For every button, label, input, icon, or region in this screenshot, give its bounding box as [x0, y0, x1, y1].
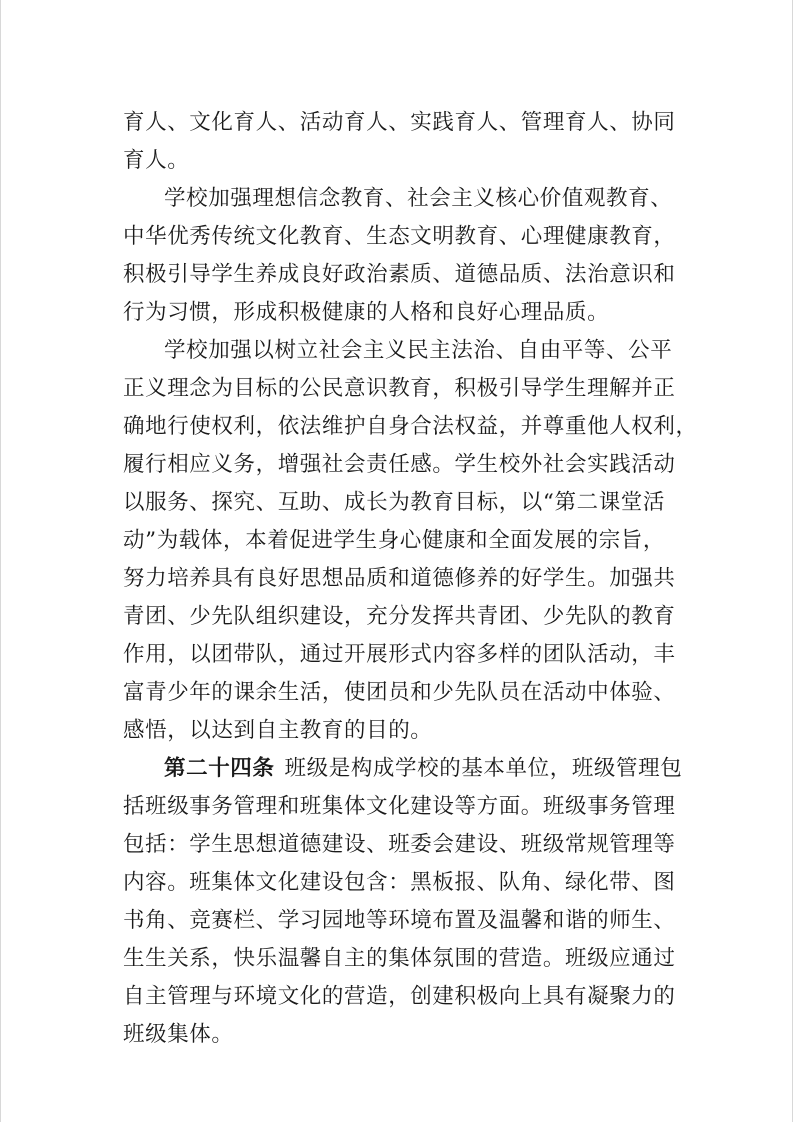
text-line: 班级集体。	[123, 1022, 234, 1047]
text-line: 学校加强理想信念教育、社会主义核心价值观教育、	[164, 186, 673, 211]
text-line: 正义理念为目标的公民意识教育，积极引导学生理解并正	[123, 376, 676, 401]
text-line: 书角、竞赛栏、学习园地等环境布置及温馨和谐的师生、	[123, 908, 676, 933]
text-line: 自主管理与环境文化的营造，创建积极向上具有凝聚力的	[123, 984, 676, 1009]
text-line	[123, 750, 683, 788]
article-label: 第二十四条	[164, 756, 275, 781]
text-line: 感悟，以达到自主教育的目的。	[123, 718, 433, 743]
text-line: 动”为载体，本着促进学生身心健康和全面发展的宗旨，	[123, 528, 665, 553]
text-line: 包括：学生思想道德建设、班委会建设、班级常规管理等	[123, 832, 676, 857]
document-body	[123, 104, 698, 1054]
paragraph-article-24	[123, 750, 683, 1054]
text-line: 确地行使权利，依法维护自身合法权益，并尊重他人权利，	[123, 414, 698, 439]
text-line: 履行相应义务，增强社会责任感。学生校外社会实践活动	[123, 452, 676, 477]
text-line: 学校加强以树立社会主义民主法治、自由平等、公平	[164, 338, 673, 363]
paragraph-2	[123, 180, 676, 332]
text-line: 中华优秀传统文化教育、生态文明教育、心理健康教育，	[123, 224, 676, 249]
article-text: 班级是构成学校的基本单位，班级管理包	[284, 756, 683, 781]
text-line: 行为习惯，形成积极健康的人格和良好心理品质。	[123, 300, 610, 325]
text-line: 生生关系，快乐温馨自主的集体氛围的营造。班级应通过	[123, 946, 676, 971]
text-line: 努力培养具有良好思想品质和道德修养的好学生。加强共	[123, 566, 676, 591]
text-line: 育人、文化育人、活动育人、实践育人、管理育人、协同	[123, 110, 676, 135]
text-line: 括班级事务管理和班集体文化建设等方面。班级事务管理	[123, 794, 676, 819]
paragraph-3	[123, 332, 698, 750]
paragraph-1	[123, 104, 676, 180]
text-line: 青团、少先队组织建设，充分发挥共青团、少先队的教育	[123, 604, 676, 629]
text-line: 积极引导学生养成良好政治素质、道德品质、法治意识和	[123, 262, 676, 287]
text-line: 作用，以团带队，通过开展形式内容多样的团队活动，丰	[123, 642, 676, 667]
text-line: 以服务、探究、互助、成长为教育目标，以“第二课堂活	[123, 490, 665, 515]
text-line: 育人。	[123, 148, 190, 173]
text-line: 内容。班集体文化建设包含：黑板报、队角、绿化带、图	[123, 870, 676, 895]
text-line: 富青少年的课余生活，使团员和少先队员在活动中体验、	[123, 680, 676, 705]
